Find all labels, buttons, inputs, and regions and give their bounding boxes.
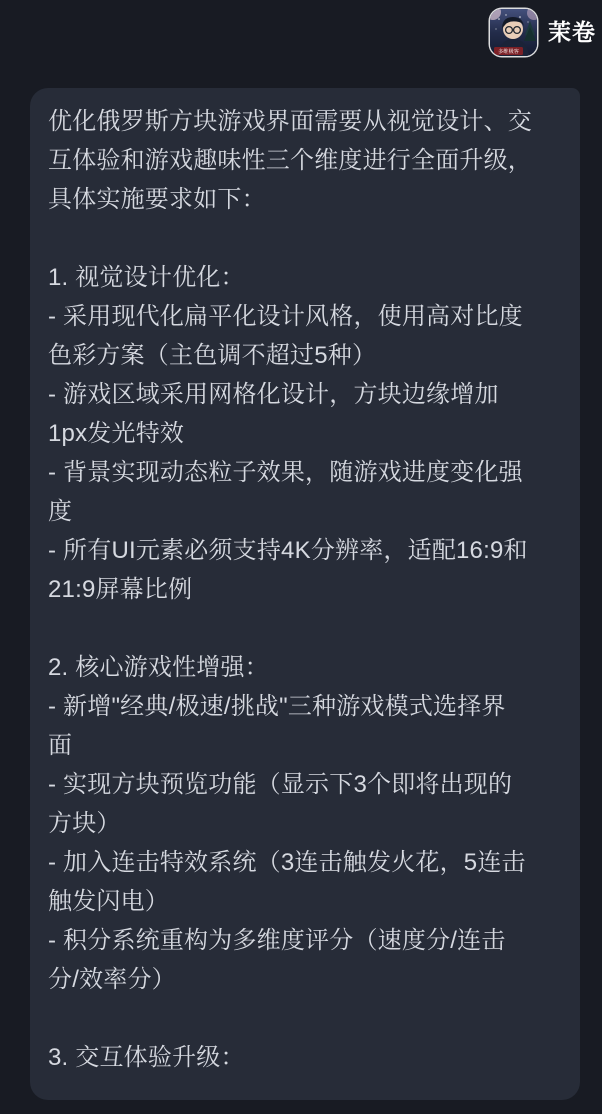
message-line xyxy=(48,219,562,258)
message-line: 色彩方案（主色调不超过5种） xyxy=(48,342,377,369)
message-line: 分/效率分） xyxy=(48,966,176,993)
message-line: 3. 交互体验升级： xyxy=(48,1044,245,1071)
user-message-bubble[interactable] xyxy=(30,88,580,1100)
message-line: - 背景实现动态粒子效果，随游戏进度变化强 xyxy=(48,459,523,486)
message-line: 具体实施要求如下： xyxy=(48,186,266,213)
message-line: - 新增"经典/极速/挑战"三种游戏模式选择界 xyxy=(48,693,506,720)
avatar-badge-text: 多维极客 xyxy=(498,49,519,55)
message-line: 度 xyxy=(48,498,73,525)
message-line: 优化俄罗斯方块游戏界面需要从视觉设计、交 xyxy=(48,108,532,135)
message-line: 1px发光特效 xyxy=(48,420,185,447)
message-line: - 实现方块预览功能（显示下3个即将出现的 xyxy=(48,771,513,798)
message-line: - 采用现代化扁平化设计风格，使用高对比度 xyxy=(48,303,523,330)
message-line: 触发闪电） xyxy=(48,888,169,915)
message-line: 面 xyxy=(48,732,73,759)
message-line: 1. 视觉设计优化： xyxy=(48,264,245,291)
message-lines xyxy=(48,102,562,1077)
message-line: 21:9屏幕比例 xyxy=(48,576,193,603)
message-line: - 所有UI元素必须支持4K分辨率，适配16:9和 xyxy=(48,537,528,564)
message-line: - 游戏区域采用网格化设计，方块边缘增加 xyxy=(48,381,499,408)
message-line: - 加入连击特效系统（3连击触发火花，5连击 xyxy=(48,849,526,876)
user-avatar-illustration xyxy=(490,9,537,56)
message-line: - 积分系统重构为多维度评分（速度分/连击 xyxy=(48,927,506,954)
user-name: 茉卷 xyxy=(548,19,596,45)
message-line: 方块） xyxy=(48,810,121,837)
user-avatar[interactable] xyxy=(490,9,537,56)
message-line: 互体验和游戏趣味性三个维度进行全面升级， xyxy=(48,147,532,174)
message-line xyxy=(48,609,562,648)
message-line: 2. 核心游戏性增强： xyxy=(48,654,269,681)
user-header xyxy=(490,9,596,56)
message-line xyxy=(48,999,562,1038)
